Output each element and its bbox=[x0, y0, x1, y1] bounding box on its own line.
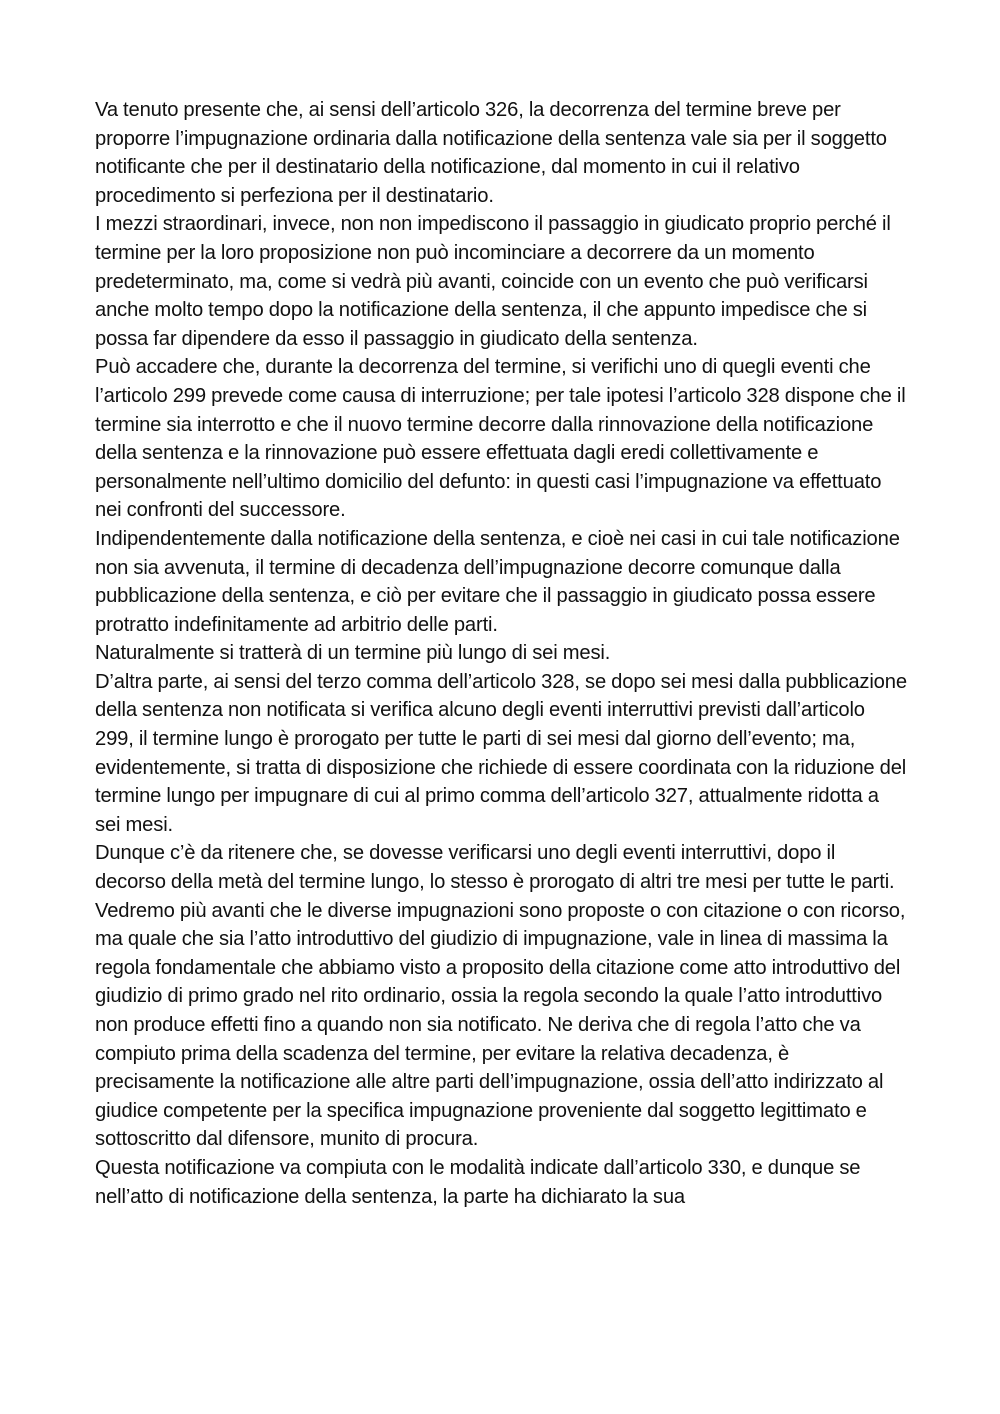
paragraph-6: D’altra parte, ai sensi del terzo comma dell’articolo 328, se dopo sei mesi dalla pubblicazione della sentenza non notificata si verifica alcuno degli eventi interruttivi previsti dall’articolo 299, il termine lungo è prorogato per tutte le parti di sei mesi dal giorno dell’evento; ma, evidentemente, si tratta di disposizione che richiede di essere coordinata con la riduzione del termine lungo per impugnare di cui al primo comma dell’articolo 327, attualmente ridotta a sei mesi. bbox=[95, 670, 907, 836]
paragraph-4: Indipendentemente dalla notificazione della sentenza, e cioè nei casi in cui tale notificazione non sia avvenuta, il termine di decadenza dell’impugnazione decorre comunque dalla pubblicazione della sentenza, e ciò per evitare che il passaggio in giudicato possa essere protratto indefinitamente ad arbitrio delle parti. bbox=[95, 527, 900, 636]
paragraph-8: Vedremo più avanti che le diverse impugnazioni sono proposte o con citazione o con ricorso, ma quale che sia l’atto introduttivo del giudizio di impugnazione, vale in linea di massima la regola fondamentale che abbiamo visto a proposito della citazione come atto introduttivo del giudizio di primo grado nel rito ordinario, ossia la regola secondo la quale l’atto introduttivo non produce effetti fino a quando non sia notificato. Ne deriva che di regola l’atto che va compiuto prima della scadenza del termine, per evitare la relativa decadenza, è precisamente la notificazione alle altre parti dell’impugnazione, ossia dell’atto indirizzato al giudice competente per la specifica impugnazione proveniente dal soggetto legittimato e sottoscritto dal difensore, munito di procura. bbox=[95, 899, 906, 1151]
paragraph-2: I mezzi straordinari, invece, non non impediscono il passaggio in giudicato proprio perché il termine per la loro proposizione non può incominciare a decorrere da un momento predeterminato, ma, come si vedrà più avanti, coincide con un evento che può verificarsi anche molto tempo dopo la notificazione della sentenza, il che appunto impedisce che si possa far dipendere da esso il passaggio in giudicato della sentenza. bbox=[95, 213, 891, 350]
document-body bbox=[95, 96, 907, 1211]
paragraph-1: Va tenuto presente che, ai sensi dell’articolo 326, la decorrenza del termine breve per proporre l’impugnazione ordinaria dalla notificazione della sentenza vale sia per il soggetto notificante che per il destinatario della notificazione, dal momento in cui il relativo procedimento si perfeziona per il destinatario. bbox=[95, 99, 887, 207]
paragraph-9: Questa notificazione va compiuta con le modalità indicate dall’articolo 330, e dunque se nell’atto di notificazione della sentenza, la parte ha dichiarato la sua bbox=[95, 1156, 861, 1208]
paragraph-5: Naturalmente si tratterà di un termine più lungo di sei mesi. bbox=[95, 642, 611, 665]
paragraph-3: Può accadere che, durante la decorrenza del termine, si verifichi uno di quegli eventi che l’articolo 299 prevede come causa di interruzione; per tale ipotesi l’articolo 328 dispone che il termine sia interrotto e che il nuovo termine decorre dalla rinnovazione della notificazione della sentenza e la rinnovazione può essere effettuata dagli eredi collettivamente e personalmente nell’ultimo domicilio del defunto: in questi casi l’impugnazione va effettuato nei confronti del successore. bbox=[95, 356, 906, 522]
paragraph-7: Dunque c’è da ritenere che, se dovesse verificarsi uno degli eventi interruttivi, dopo il decorso della metà del termine lungo, lo stesso è prorogato di altri tre mesi per tutte le parti. bbox=[95, 842, 895, 894]
